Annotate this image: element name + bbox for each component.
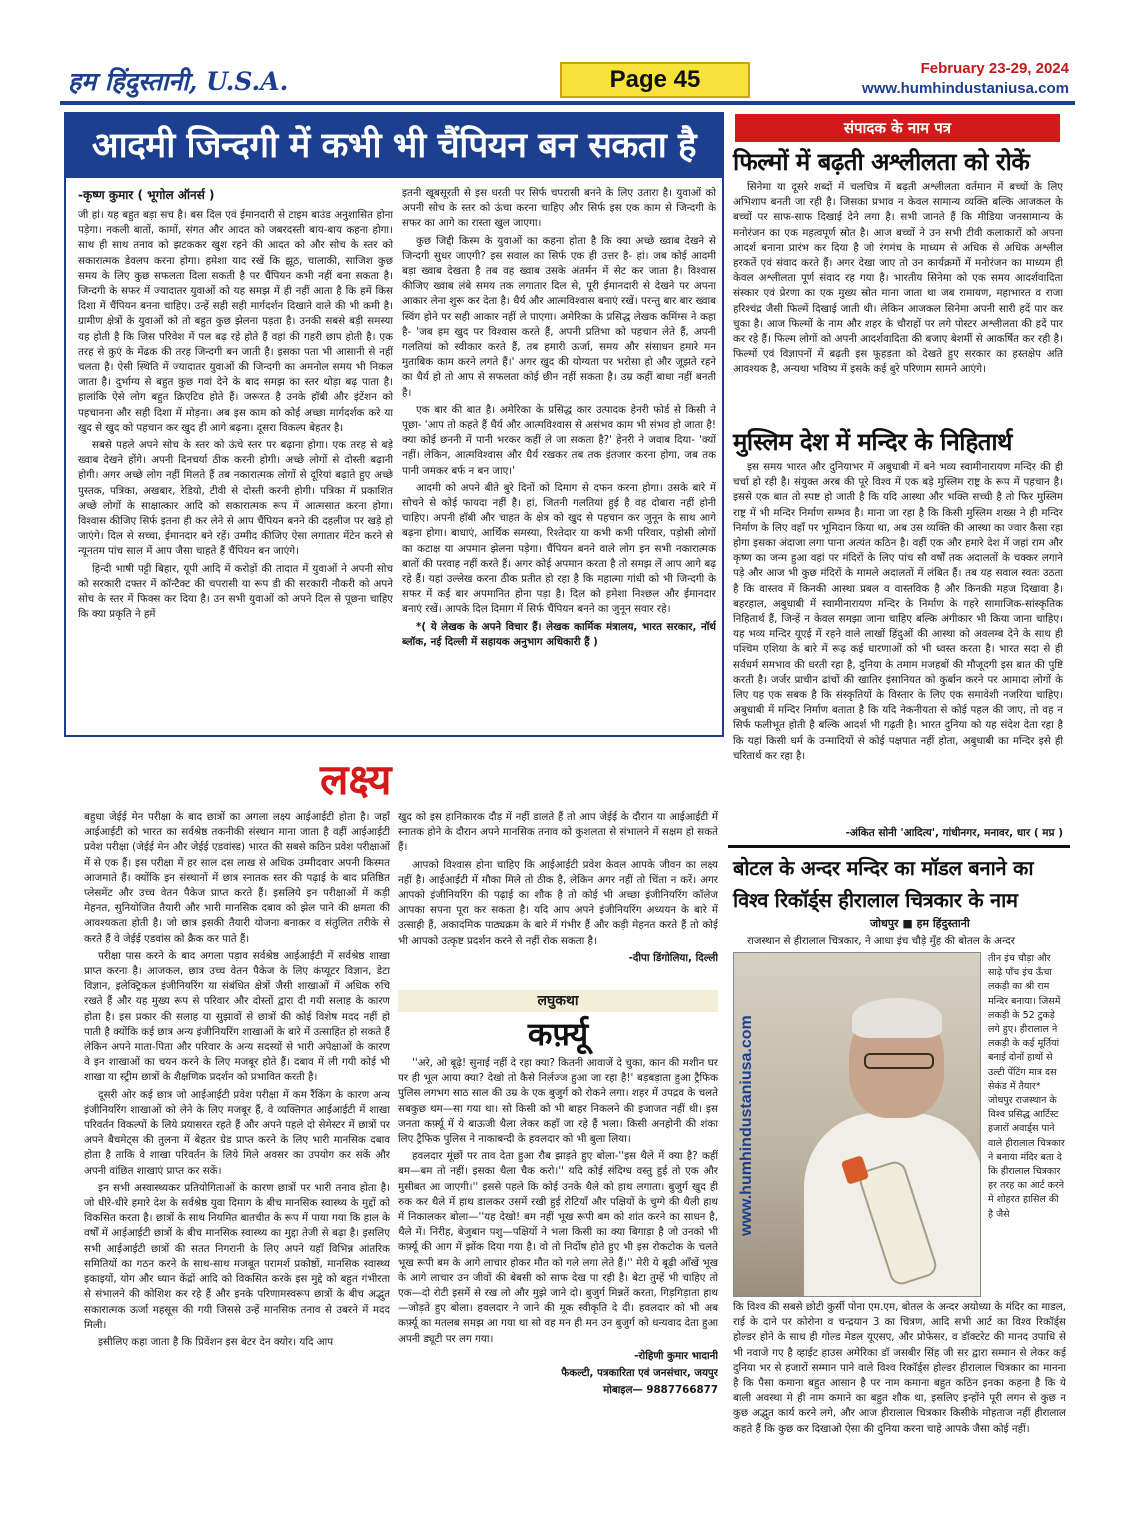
laghukatha-label: लघुकथा bbox=[398, 990, 718, 1012]
letter2-signature: -अंकित सोनी 'आदित्य', गांधीनगर, मनावर, धार ( मप्र ) bbox=[845, 827, 1063, 839]
paragraph: सबसे पहले अपने सोच के स्तर को ऊंचे स्तर पर बढ़ाना होगा। एक तरह से बड़े ख्वाब देखने होंगे। अपनी दिनचर्या ठीक करनी होगी। अच्छे लोगों से दोस्ती बढ़ानी होगी। अगर अच्छे लोग नहीं मिलते हैं तब नकारात्मक लोगों से दूरियां बढ़ाते हुए अच्छे पुस्तक, पत्रिका, अखबार, रेडियो, टीवी से दोस्ती करनी होगी। पत्रिका में प्रकाशित अच्छे लोगों के साक्षात्कार आदि को सकारात्मक रूप में आत्मसात करना होगा। विश्वास कीजिए सिर्फ इतना ही कर लेने से आप चैंपियन बनने की दहलीज पर खड़े हो जाएंगे। दिल से सच्चा, ईमानदार बने रहें। उम्मीद कीजिए ऐसा लगातार मेंटेन करने से न्यूनतम पांच साल में आप जैसा चाहते हैं चैंपियन बन जाएंगे। bbox=[78, 439, 393, 558]
letter2-headline: मुस्लिम देश में मन्दिर के निहितार्थ bbox=[733, 428, 1012, 456]
paragraph: इसीलिए कहा जाता है कि प्रिवेंशन इस बेटर देन क्योर। यदि आप bbox=[98, 1335, 334, 1348]
section-divider bbox=[728, 845, 1070, 848]
letter1-headline: फिल्मों में बढ़ती अश्लीलता को रोकें bbox=[733, 148, 1030, 176]
paragraph: दूसरी ओर कई छात्र जो आईआईटी प्रवेश परीक्षा में कम रैंकिंग के कारण अन्य इंजीनियरिंग शाखाओं को लेने के लिए मजबूर हैं, वे व्यक्तिगत आईआईटी में शाखा परिवर्तन विकल्पों के लिये प्रयासरत रहते हैं और अपने पहले दो सेमेस्टर में छात्रों पर अपने बैचमेट्स की तुलना में बेहतर ग्रेड प्राप्त करने के लिए भारी मानसिक दबाव होता है ताकि वे शाखा परिवर्तन के लिये मिले अवसर का उपयोग कर सकें और अपनी वांछित शाखाएं प्राप्त कर सकें। bbox=[84, 1088, 390, 1177]
main-headline: आदमी जिन्दगी में कभी भी चैंपियन बन सकता है bbox=[66, 114, 722, 178]
website-link[interactable]: www.humhindustaniusa.com bbox=[862, 80, 1069, 97]
artist-photo bbox=[733, 952, 981, 1297]
curfew-story bbox=[398, 1056, 718, 1506]
paragraph: जी हां। यह बहुत बड़ा सच है। बस दिल एवं ईमानदारी से टाइम बाउंड अनुशासित होना पड़ेगा। नकली बातों, कामों, संगत और आदत को जबरदस्ती बाय-बाय कहना होगा। साथ ही साथ तनाव को झटककर खुश रहने की आदत को और सोच के स्तर को सकारात्मक डेवलप करना होगा। हमेशा याद रखें कि झूठ, चालाकी, साजिश कुछ समय के लिए कुछ सफलता दिला सकती है पर चैंपियन कभी नहीं बना सकता है। जिन्दगी के सफर में ज्यादातर युवाओं को यह समझ में ही नहीं आता है कि हमें किस दिशा में चैंपियन बनना चाहिए। उन्हें सही सही मार्गदर्शन दिखाने वाले की भी कमी है। ग्रामीण क्षेत्रों के युवाओं को तो बहुत कुछ झेलना पड़ता है। उनकी सबसे बड़ी समस्या यह होती है कि जिस परिवेश में पल बढ़ रहे होते हैं वहां की गहरी छाप होती है। एक तरह से कुएं के मेंढक की तरह जिन्दगी बन जाती है। इसका पता भी आसानी से नहीं चलता है। ऐसी स्थिति में ज्यादातर युवाओं की जिन्दगी का अमनोल समय भी निकल जाता है। दुर्भाग्य से बहुत कुछ गवां देने के बाद समझ का स्तर थोड़ा बढ़ पाता है। हालांकि ऐसे लोग बहुत क्रिएटिव होते हैं। जरूरत है उनके हॉबी और इंटेंशन को पहचानना और सही दिशा में मोड़ना। अब इस काम को कोई अच्छा मार्गदर्शक करे या खुद से खुद को पहचान कर खुद ही आगे बढ़ना। दूसरा विकल्प बेहतर है। bbox=[78, 209, 393, 434]
photo-figure-glasses bbox=[864, 1053, 934, 1069]
story-dateline: जोधपुर ■ हम हिंदुस्तानी bbox=[870, 917, 970, 930]
paragraph: कि विश्व की सबसे छोटी कुर्सी पोना एम.एम, बोतल के अन्दर अयोध्या के मंदिर का माडल, राई के दाने पर कोरोना व चन्द्रयान 3 का चित्रण, आदि सभी आर्ट का विश्व रिकॉर्ड्स होल्डर होने के साथ ही गोल्ड मेडल यूएसए, और प्रोफेसर, व डॉक्टरेट की मानद उपाधि से भी नवाजे गए है व्हाईट हाउस अमेरिका डॉ जसबीर सिंह जी सर द्वारा सम्मान से लेकर कई दुनिया भर से हजारों सम्मान पाने वाले विश्व रिकॉर्ड्स होल्डर हीरालाल चित्रकार का मानना है कि पैसा कमाना बहुत आसान है पर नाम कमाना बहुत कठिन इनका कहना है कि ये बाली अवस्था मे ही नाम कमाने का बहुत शौक था, इसलिए इन्होंने पूरी लगन से कुछ न कुछ अद्भुत कार्य करने लगे, और आज हीरालाल चित्रकार किसीके मोहताज नहीं हीरालाल कहते हैं कि कुछ कर दिखाओ ऐसा की दुनिया करना चाहे आपके जैसा कोई नहीं। bbox=[733, 1301, 1066, 1435]
paragraph: तीन इंच चौड़ा और साढ़े पाँच इंच ऊँचा लकड़ी का श्री राम मन्दिर बनाया। जिसमें लकड़ी के 52 टुकड़े लगे हुए। हीरालाल ने लकड़ी के कई मूर्तियां बनाई दोनों हाथों से उल्टी पेंटिंग मात्र दस सेकंड में तैयार* जोधपुर राजस्थान के विश्व प्रसिद्ध आर्टिस्ट हजारों अवार्ड्स पाने वाले हीरालाल चित्रकार ने बनाया मंदिर बता दे कि हीरालाल चित्रकार हर तरह का आर्ट करने मे शोहरत हासिल की है जैसे bbox=[988, 953, 1065, 1220]
paragraph: एक बार की बात है। अमेरिका के प्रसिद्ध कार उत्पादक हेनरी फोर्ड से किसी ने पूछा- 'आप तो कहते हैं धैर्य और आत्मविश्वास से असंभव काम भी संभव हो जाता है! क्या कोई छननी में पानी भरकर कहीं ले जा सकता है?' हेनरी ने जवाब दिया- 'क्यों नहीं। लेकिन, आत्मविश्वास और धैर्य रखकर तब तक इंतजार करना होगा, जब तक पानी जमकर बर्फ न बन जाए।' bbox=[402, 403, 716, 477]
main-article-column-2 bbox=[402, 186, 716, 734]
issue-date: February 23-29, 2024 bbox=[920, 60, 1069, 77]
paragraph: खुद को इस हानिकारक दौड़ में नहीं डालते हैं तो आप जेईई के दौरान या आईआईटी में स्नातक होने के दौरान अपने मानसिक तनाव को कुशलता से संभालने में सक्षम हो सकते हैं। bbox=[398, 811, 718, 854]
paragraph: कुछ जिद्दी किस्म के युवाओं का कहना होता है कि क्या अच्छे ख्वाब देखने से जिन्दगी सुधर जाएगी? इस सवाल का सिर्फ एक ही उत्तर है- हां। जब कोई आदमी बड़ा ख्वाब देखता है तब वह ख्वाब उसके अंतर्मन में सेट कर जाता है। विश्वास कीजिए ख्वाब लंबे समय तक लगातार दिल से, पूरी ईमानदारी से देखने पर अपना आकार लेना शुरू कर देता है। धैर्य और आत्मविश्वास बनाएं रखें। परन्तु बार बार ख्वाब स्विंग होने पर सही आकार नहीं ले पाएगा। अमेरिका के प्रसिद्ध लेखक कमिंग्स ने कहा है- 'जब हम खुद पर विश्वास करते हैं, अपनी प्रतिभा को पहचान लेते हैं, अपनी गलतियां को स्वीकार करते हैं, तब हमारी ऊर्जा, समय और संसाधन हमारे मन मुताबिक काम करने लगते हैं।' अगर खुद की योग्यता पर भरोसा हो और जूझते रहने का धैर्य हो तो आप से सफलता कोई छीन नहीं सकता है। उम्र कहीं बाधा नहीं बनती है। bbox=[402, 234, 716, 399]
story-lead bbox=[733, 934, 1063, 952]
paragraph: आपको विश्वास होना चाहिए कि आईआईटी प्रवेश केवल आपके जीवन का लक्ष्य नहीं है। आईआईटी में मौका मिले तो ठीक है, लेकिन अगर नहीं तो चिंता न करें। अगर आपको इंजीनियरिंग की पढ़ाई का शौक है तो कोई भी अच्छा इंजीनियरिंग कॉलेज आपका सपना पूरा कर सकता है। यदि आप अपने इंजीनियरिंग अध्ययन के बारे में उत्साही हैं, अकादमिक पाठ्यक्रम के बारे में गंभीर हैं और कड़ी मेहनत करते हैं तो कोई भी आपको उत्कृष्ट प्रदर्शन करने से नहीं रोक सकता है। bbox=[398, 858, 718, 947]
paragraph: हिन्दी भाषी पट्टी बिहार, यूपी आदि में करोड़ों की तादात में युवाओं ने अपनी सोच को सरकारी दफ्तर में कॉन्टैक्ट की चपरासी या रूप डी की सरकारी नौकरी को अपने सोच के स्तर में फिक्स कर दिया है। उन सभी युवाओं को अपने दिल से पूछना चाहिए कि क्या प्रकृति ने हमें bbox=[78, 562, 393, 621]
story-side-text bbox=[988, 952, 1066, 1297]
main-article-column-1 bbox=[78, 208, 393, 733]
curfew-author: -रोहिणी कुमार भादानी bbox=[634, 1349, 718, 1362]
curfew-affiliation: फैकल्टी, पत्रकारिता एवं जनसंचार, जयपुर bbox=[561, 1367, 718, 1380]
lakshya-headline: लक्ष्य bbox=[320, 755, 392, 804]
main-byline: -कृष्ण कुमार ( भूगोल ऑनर्स ) bbox=[78, 188, 215, 202]
letter2-body bbox=[733, 460, 1063, 840]
photo-figure-hair bbox=[852, 998, 942, 1038]
paragraph: बहुधा जेईई मेन परीक्षा के बाद छात्रों का अगला लक्ष्य आईआईटी होता है। जहाँ आईआईटी को भारत का सर्वश्रेष्ठ तकनीकी संस्थान माना जाता है वहीं आईआईटी प्रवेश परीक्षा (जेईई मेन और जेईई एडवांस्ड) भारत की सबसे कठिन प्रवेश परीक्षाओं में से एक हैं। इस परीक्षा में हर साल दस लाख से अधिक उम्मीदवार अपनी किस्मत आजमाते हैं। क्योंकि इन संस्थानों में छात्र स्नातक स्तर की पढ़ाई के बाद प्रतिष्ठित प्लेसमेंट और उच्च वेतन पैकेज प्राप्त करते हैं। इसलिये इन परीक्षाओं में कड़ी मेहनत, सुनियोजित तैयारी और भारी मानसिक दबाव को झेल पाने की क्षमता की आवश्यकता होती है। जो छात्र इसकी तैयारी योजना बनाकर व संतुलित तरीके से करते हैं वे जेईई एडवांस को क्रैक कर पाते हैं। bbox=[84, 811, 390, 945]
paragraph: इतनी खूबसूरती से इस धरती पर सिर्फ चपरासी बनने के लिए उतारा है। युवाओं को अपनी सोच के स्तर को ऊंचा करना चाहिए और सिर्फ इस एक काम से जिन्दगी के सफर का आगे का रास्ता खुल जाएगा। bbox=[402, 187, 716, 230]
paragraph: परीक्षा पास करने के बाद अगला पड़ाव सर्वश्रेष्ठ आईआईटी में सर्वश्रेष्ठ शाखा प्राप्त करना है। आजकल, छात्र उच्च वेतन पैकेज के लिए कंप्यूटर विज्ञान, डेटा विज्ञान, इलेक्ट्रिकल इंजीनियरिंग या संबंधित क्षेत्रों जैसी शाखाओं में अधिक रुचि रखते हैं और यह मुख्य रूप से परिवार और दोस्तों द्वारा दी गयी सलाह के कारण होता है। इस प्रकार की सलाह या सुझावों से छात्रों की कोई विशेष मदद नहीं हो पाती है क्योंकि कई छात्र अन्य इंजीनियरिंग शाखाओं के बारे में उत्साहित हो सकते हैं लेकिन अपने माता-पिता और परिवार के अन्य सदस्यों से भारी अपेक्षाओं के कारण वे इन शाखाओं का चयन करने के लिए मजबूर होते हैं। दबाव में ली गयी कोई भी शाखा या स्ट्रीम छात्रों के शैक्षणिक प्रदर्शन को प्रभावित करती है। bbox=[84, 949, 390, 1084]
paragraph: इस समय भारत और दुनियाभर में अबुधाबी में बने भव्य स्वामीनारायण मन्दिर की ही चर्चा हो रही है। संयुक्त अरब की पूरे विश्व में एक बड़े मुस्लिम राष्ट्र के रूप में पहचान है। इससे एक बात तो स्पष्ट हो जाती है कि यदि आस्था और भक्ति सच्ची है तो फिर मुस्लिम राष्ट्र में भी मन्दिर निर्माण सम्भव है। माना जा रहा है कि किसी मुस्लिम शख्स ने ही मन्दिर निर्माण के लिए वहाँ पर भूमिदान किया था, अब उस व्यक्ति की आस्था का ज्वार कैसा रहा होगा इसका अंदाजा लगा पाना अत्यंत कठिन है। वहीं एक और हमारे देश में जहां राम और कृष्ण का जन्म हुआ वहां पर मंदिरों के लिए पांच सौ वर्षों तक अदालतों के चक्कर लगाने पड़े और आज भी कुछ मंदिरों के मामले अदालतों में लंबित हैं। तब यह सवाल स्वतः उठता है कि वास्तव में किनकी आस्था प्रबल व वास्तविक है और किनकी महज दिखावा है। बहरहाल, अबुधाबी में स्वामीनारायण मन्दिर के निर्माण के गहरे सामाजिक-सांस्कृतिक निहितार्थ हैं, जिन्हें न केवल समझा जाना चाहिए बल्कि अंगीकार भी किया जाना चाहिए। यह भव्य मन्दिर यूएई में रहने वाले लाखों हिंदुओं की आस्था को अवलम्ब देने के साथ ही पश्चिम एशिया के बारे में रूढ़ कई धारणाओं को भी ध्वस्त करता है। भारत सदा से ही सर्वधर्म समभाव की धरती रहा है, दुनिया के तमाम मजहबों की मौजूदगी इस बात की पुष्टि करती है। जर्जर प्राचीन ढांचों की खातिर इंसानियत को कुर्बान करने पर आमादा लोगों के लिए यह एक सबक है कि संस्कृतियों के विस्तार के लिए एक समावेशी नजरिया चाहिए। अबुधाबी में मन्दिर निर्माण बताता है कि यदि नेकनीयता से कोई पहल की जाए, तो वह न सिर्फ फलीभूत होती है बल्कि आदर्श भी गढ़ती है। भारत दुनिया को यह संदेश देता रहा है कि यहां किसी धर्म के उन्मादियों से कोई पक्षपात नहीं होता, अबुधाबी का मन्दिर इसे ही चरितार्थ कर रहा है। bbox=[733, 461, 1063, 762]
lakshya-signature: -दीपा डिंगोलिया, दिल्ली bbox=[628, 951, 718, 964]
photo-watermark: www.humhindustaniusa.com bbox=[738, 1015, 755, 1237]
bottle-temple-headline: बोटल के अन्दर मन्दिर का मॉडल बनाने का विश्व रिकॉर्ड्स हीरालाल चित्रकार के नाम bbox=[733, 856, 1034, 912]
story-tail bbox=[733, 1300, 1066, 1500]
paragraph: हवलदार मूंछों पर ताव देता हुआ रौब झाड़ते हुए बोला-''इस थैले में क्या है? कहीं बम—बम तो नहीं। इसका थैला चैक करो।'' यदि कोई संदिग्ध वस्तु हुई तो एक और मुसीबत आ जाएगी।'' इससे पहले कि कोई उनके थैले को हाथ लगाता। बुजुर्ग खुद ही रुक कर थैले में हाथ डालकर उसमें रखी हुई रोटियाँ और पक्षियों के चुग्गे की थैली हाथ में निकालकर बोला—''यह देखो! बम नहीं भूख रूपी बम को शांत करने का साधन है, थैले में। निरीह, बेजुबान पशु—पक्षियों ने भला किसी का क्या बिगाड़ा है जो उनको भी कर्फ़्यू की आग में झोंक दिया गया है। वो तो निर्दोष होते हुए भी इस रोकटोक के चलते भूख रूपी बम के आगे लाचार होकर मौत को गले लगा लेते हैं।'' मेरी ये बूढ़ी आँखें भूख के आगे लाचार उन जीवों की बेबसी को साफ देख पा रही है। बेटा तुम्हें भी चाहिए तो एक—दो रोटी इसमें से रख लो और मुझे जाने दो। बुजुर्ग मिन्नतें करता, गिड़गिड़ाता हाथ—जोड़ते हुए बोला। हवलदार ने जाने की मूक स्वीकृति दे दी। हवलदार को भी अब कर्फ़्यू का मतलब समझ आ गया था सो वह मन ही मन उन बुजुर्ग को धन्यवाद देता हुआ अपनी ड्यूटी पर लग गया। bbox=[398, 1150, 718, 1345]
lakshya-column-2 bbox=[398, 810, 718, 980]
curfew-mobile: मोबाइल— 9887766877 bbox=[603, 1384, 718, 1397]
curfew-headline: कर्फ़्यू bbox=[527, 1015, 589, 1053]
paragraph: इन सभी अस्वास्थ्यकर प्रतियोगिताओं के कारण छात्रों पर भारी तनाव होता है। जो धीरे-धीरे हमारे देश के सर्वश्रेष्ठ युवा दिमाग के बीच मानसिक स्वास्थ्य के मुद्दों को विकसित करता है। छात्रों के साथ नियमित बातचीत के रूप में पाया गया कि हाल के वर्षों में आईआईटी छात्रों के बीच मानसिक स्वास्थ्य का मुद्दा तेजी से बढ़ा है। इसलिए सभी आईआईटी छात्रों की सतत निगरानी के लिए अपने यहाँ विभिन्न आंतरिक समितियों का गठन करने के साथ-साथ मजबूत परामर्श प्रकोष्ठों, मानसिक स्वास्थ्य इकाइयों, योग और ध्यान केंद्रों आदि को विकसित करके इस मुद्दे को बहुत गंभीरता से संभालने की कोशिश कर रहे हैं और इनके परिणामस्वरूप छात्रों के बीच अद्भुत सकारात्मक ऊर्जा महसूस की गयी जिससे उन्हें मानसिक तनाव से उबरने में मदद मिली। bbox=[84, 1181, 390, 1331]
author-note: *( ये लेखक के अपने विचार हैं। लेखक कार्मिक मंत्रालय, भारत सरकार, नॉर्थ ब्लॉक, नई दिल्ली में सहायक अनुभाग अधिकारी हैं ) bbox=[402, 620, 716, 648]
paragraph: राजस्थान से हीरालाल चित्रकार, ने आधा इंच चौड़े मुँह की बोतल के अन्दर bbox=[747, 935, 1015, 947]
page-number-badge: Page 45 bbox=[560, 62, 750, 98]
publication-title: हम हिंदुस्तानी, U.S.A. bbox=[68, 67, 289, 96]
masthead-rule bbox=[60, 101, 1075, 105]
letters-section-label: संपादक के नाम पत्र bbox=[735, 114, 1060, 142]
lakshya-column-1 bbox=[84, 810, 390, 1500]
masthead bbox=[60, 62, 1075, 102]
letter1-body bbox=[733, 180, 1063, 420]
main-article bbox=[64, 112, 724, 737]
paragraph: ''अरे, ओ बूढ़े! सुनाई नहीं दे रहा क्या? कितनी आवाजें दे चुका, कान की मशीन घर पर ही भूल आया क्या? देखो तो कैसे निर्लज्ज हुआ जा रहा है!' बड़बड़ाता हुआ ट्रैफिक पुलिस लगभग साठ साल की उम्र के एक बुजुर्ग को रोकने लगा। शहर में उपद्रव के चलते सबकुछ थम—सा गया था। सो किसी को भी बाहर निकलने की इजाजत नहीं थी। इस जनता कर्फ़्यू में ये बाऊजी थैला लेकर कहाँ जा रहे हैं भला। किसी अनहोनी की शंका लिए ट्रैफिक पुलिस ने नाकाबन्दी के हवलदार को भी बुला लिया। bbox=[398, 1057, 718, 1146]
paragraph: सिनेमा या दूसरे शब्दों में चलचित्र में बढ़ती अश्लीलता वर्तमान में बच्चों के लिए अभिशाप बनती जा रही है। जिसका प्रभाव न केवल सामान्य व्यक्ति बल्कि आजकल के बच्चों पर साफ-साफ दिखाई देने लगा है। सभी जानते हैं कि मीडिया जनसामान्य के मनोरंजन का एक महत्वपूर्ण स्रोत है। आज बच्चों ने उन सभी टीवी कलाकारों को अपना आदर्श बनाना प्रारंभ कर दिया है जो रंगमंच के माध्यम से अधिक से अधिक अश्लील हरकतें एवं संवाद करते हैं। अगर देखा जाए तो उन कार्यक्रमों में मनोरंजन का माध्यम ही केवल अश्लीलता पूर्ण संवाद रह गया है। भारतीय सिनेमा को एक समय आदर्शवादिता संस्कार एवं प्रेरणा का एक मुख्य स्रोत माना जाता था जब रामायण, महाभारत व राजा हरिश्चंद्र जैसी फिल्में दिखाई जाती थी। लेकिन आजकल सिनेमा अपनी सारी हदें पार कर चुका है। आज फिल्मों के नाम और शहर के चौराहों पर लगे पोस्टर अश्लीलता की हदें पार कर रहे हैं। फिल्म लोगों को अपनी आदर्शवादिता की बजाए बेशर्मी से आकर्षित कर रही है। फिल्मों एवं विज्ञापनों में बढ़ती इस फूहड़ता को देखते हुए सरकार का हस्तक्षेप अति आवश्यक है, अन्यथा भविष्य में इसके कई बुरे परिणाम सामने आएंगे। bbox=[733, 181, 1063, 376]
paragraph: आदमी को अपने बीते बुरे दिनों को दिमाग से दफन करना होगा। उसके बारे में सोचने से कोई फायदा नहीं है। हां, जितनी गलतियां हुई है वह दोबारा नहीं होनी चाहिए। अपनी हॉबी और चाहत के क्षेत्र को खुद से पहचान कर जुनून के साथ आगे बढ़ना होगा। बाधाएं, आर्थिक समस्या, रिश्तेदार या कभी कभी परिवार, पड़ोसी लोगों का कटाक्ष या अपमान झेलना पड़ेगा। चैंपियन बनने वाले लोग इन सभी नकारात्मक बातों की परवाह नहीं करते हैं। अगर कोई अपमान करता है तो समझ लें आप आगे बढ़ रहे हैं। यहां उल्लेख करना ठीक प्रतीत हो रहा है कि महात्मा गांधी को भी जिन्दगी के सफर में कई बार अपमानित होना पड़ा है। दिल को हमेशा निश्छल और ईमानदार बनाएं रखें। आपके दिल दिमाग में सिर्फ चैंपियन बनने का जुनून सवार रहे। bbox=[402, 481, 716, 616]
